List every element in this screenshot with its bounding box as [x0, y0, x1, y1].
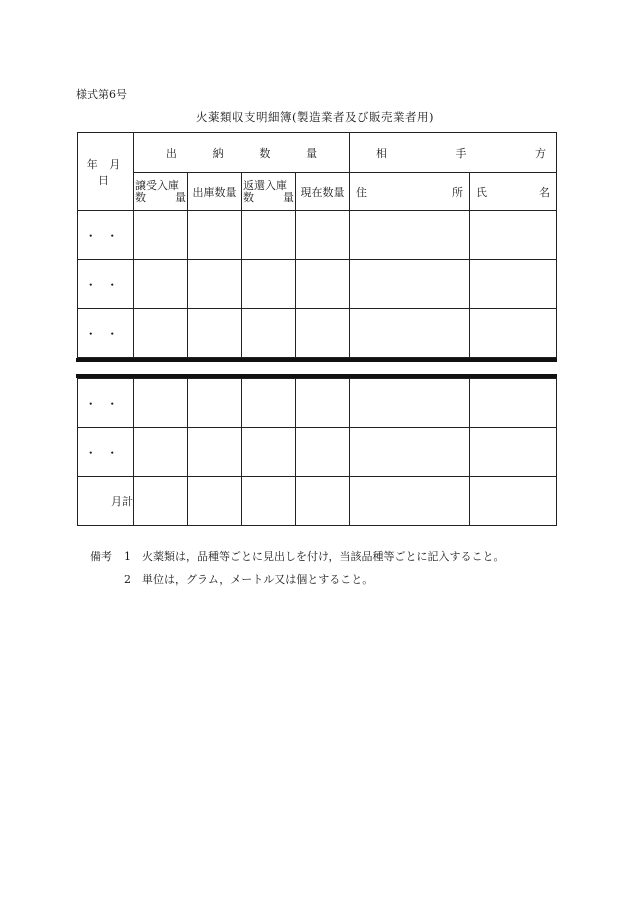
break-line-top [76, 358, 557, 362]
current-qty-cell[interactable] [296, 379, 350, 428]
notes-section [90, 545, 505, 591]
ledger-table-bottom [77, 378, 557, 526]
name-cell[interactable] [470, 211, 557, 260]
out-qty-cell[interactable] [188, 477, 242, 526]
date-cell[interactable]: ・ ・ [78, 428, 134, 477]
address-cell[interactable] [350, 211, 470, 260]
notes-label: 備考 [90, 550, 112, 563]
table-row [78, 309, 557, 358]
return-in-cell[interactable] [242, 211, 296, 260]
out-qty-cell[interactable] [188, 260, 242, 309]
out-qty-cell[interactable] [188, 379, 242, 428]
ledger-form [77, 132, 556, 526]
ledger-table-top [77, 132, 557, 358]
current-qty-cell[interactable] [296, 309, 350, 358]
header-in-out: 出 納 数 量 [134, 133, 350, 173]
name-cell[interactable] [470, 379, 557, 428]
table-row [78, 211, 557, 260]
address-cell[interactable] [350, 379, 470, 428]
header-name: 氏 名 [470, 173, 557, 211]
date-cell[interactable]: ・ ・ [78, 260, 134, 309]
date-cell[interactable]: ・ ・ [78, 309, 134, 358]
name-cell[interactable] [470, 428, 557, 477]
address-cell[interactable] [350, 260, 470, 309]
note-number: 1 [124, 550, 131, 563]
address-cell[interactable] [350, 309, 470, 358]
header-return-in: 返還入庫 数 量 [242, 173, 296, 211]
transfer-in-cell[interactable] [134, 379, 188, 428]
break-line-bottom [76, 374, 557, 378]
transfer-in-cell[interactable] [134, 260, 188, 309]
header-address: 住 所 [350, 173, 470, 211]
header-partner: 相 手 方 [350, 133, 557, 173]
header-date: 年 月 日 [78, 133, 134, 211]
date-cell[interactable]: ・ ・ [78, 211, 134, 260]
return-in-cell[interactable] [242, 428, 296, 477]
table-row [78, 428, 557, 477]
note-item [90, 545, 505, 568]
note-text: 火薬類は，品種等ごとに見出しを付け，当該品種等ごとに記入すること。 [142, 550, 505, 563]
current-qty-cell[interactable] [296, 428, 350, 477]
return-in-cell[interactable] [242, 309, 296, 358]
transfer-in-cell[interactable] [134, 211, 188, 260]
return-in-cell[interactable] [242, 379, 296, 428]
return-in-cell[interactable] [242, 477, 296, 526]
table-break-marker [76, 358, 557, 378]
transfer-in-cell[interactable] [134, 309, 188, 358]
header-current-qty: 現在数量 [296, 173, 350, 211]
transfer-in-cell[interactable] [134, 428, 188, 477]
address-cell[interactable] [350, 477, 470, 526]
table-row [78, 260, 557, 309]
header-transfer-in: 譲受入庫 数 量 [134, 173, 188, 211]
monthly-total-row [78, 477, 557, 526]
address-cell[interactable] [350, 428, 470, 477]
name-cell[interactable] [470, 260, 557, 309]
out-qty-cell[interactable] [188, 211, 242, 260]
current-qty-cell[interactable] [296, 477, 350, 526]
monthly-total-label: 月計 [78, 477, 134, 526]
current-qty-cell[interactable] [296, 211, 350, 260]
name-cell[interactable] [470, 477, 557, 526]
date-cell[interactable]: ・ ・ [78, 379, 134, 428]
out-qty-cell[interactable] [188, 428, 242, 477]
form-number: 様式第6号 [76, 88, 127, 101]
note-number: 2 [124, 573, 131, 586]
out-qty-cell[interactable] [188, 309, 242, 358]
transfer-in-cell[interactable] [134, 477, 188, 526]
current-qty-cell[interactable] [296, 260, 350, 309]
form-title: 火薬類収支明細簿(製造業者及び販売業者用) [196, 110, 434, 124]
header-out-qty: 出庫数量 [188, 173, 242, 211]
note-item [90, 568, 505, 591]
return-in-cell[interactable] [242, 260, 296, 309]
note-text: 単位は，グラム，メートル又は個とすること。 [142, 573, 374, 586]
name-cell[interactable] [470, 309, 557, 358]
table-row [78, 379, 557, 428]
